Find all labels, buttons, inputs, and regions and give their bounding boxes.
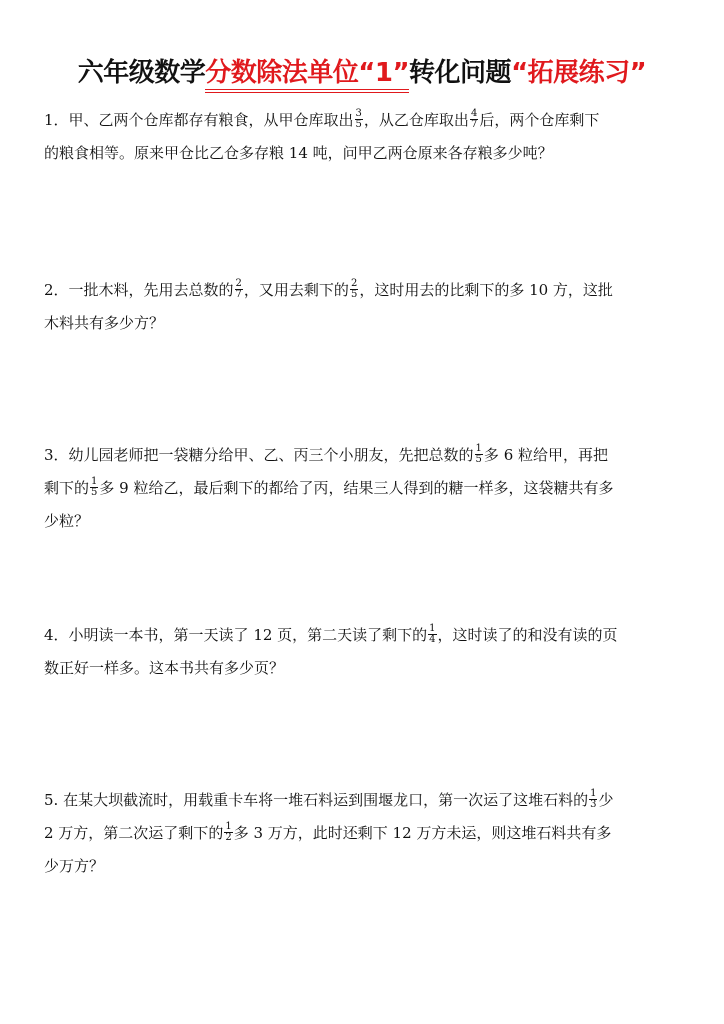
fraction-denominator: 7	[235, 288, 242, 300]
question-text: 木料共有多少方？	[44, 314, 165, 332]
question-line	[44, 784, 684, 817]
title-part-3: 转化问题	[409, 58, 512, 88]
question-text: 少粒？	[44, 512, 90, 530]
title-part-2: 分数除法单位“1”	[205, 58, 409, 93]
question-line	[44, 850, 684, 883]
fraction-denominator: 3	[590, 798, 597, 810]
question-4	[44, 619, 684, 685]
question-line	[44, 104, 684, 137]
question-text: ，这时读了的和没有读的页	[437, 626, 618, 644]
question-text: 4．小明读一本书，第一天读了 12 页，第二天读了剩下的	[44, 626, 428, 644]
question-text: ，这时用去的比剩下的多 10 方，这批	[359, 281, 613, 299]
fraction-numerator: 4	[470, 107, 478, 119]
question-text: 1．甲、乙两个仓库都存有粮食，从甲仓库取出	[44, 111, 354, 129]
fraction	[428, 624, 436, 645]
fraction-numerator: 1	[590, 787, 597, 799]
fraction	[235, 279, 243, 300]
fraction-numerator: 3	[355, 107, 362, 119]
question-text: 3．幼儿园老师把一袋糖分给甲、乙、丙三个小朋友，先把总数的	[44, 446, 474, 464]
fraction-denominator: 5	[355, 118, 362, 130]
question-line	[44, 137, 684, 170]
fraction-numerator: 1	[225, 820, 232, 832]
fraction-denominator: 2	[225, 831, 232, 843]
question-line	[44, 505, 684, 538]
question-line	[44, 307, 684, 340]
question-text: ，又用去剩下的	[243, 281, 349, 299]
fraction-denominator: 5	[475, 453, 482, 465]
question-text: 多 6 粒给甲，再把	[483, 446, 609, 464]
question-text: ，从乙仓库取出	[363, 111, 469, 129]
question-text: 数正好一样多。这本书共有多少页？	[44, 659, 285, 677]
question-line	[44, 274, 684, 307]
question-text: 多 9 粒给乙，最后剩下的都给了丙，结果三人得到的糖一样多，这袋糖共有多	[99, 479, 614, 497]
fraction-numerator: 1	[429, 622, 436, 634]
fraction-numerator: 1	[475, 442, 482, 454]
question-5	[44, 784, 684, 883]
question-line	[44, 619, 684, 652]
question-text: 少	[598, 791, 614, 809]
question-line	[44, 817, 684, 850]
fraction	[475, 444, 483, 465]
fraction	[589, 789, 597, 810]
fraction-denominator: 4	[429, 633, 436, 645]
fraction-denominator: 7	[470, 118, 478, 130]
fraction	[350, 279, 358, 300]
question-1	[44, 104, 684, 170]
question-3	[44, 439, 684, 538]
title-part-4: “拓展练习”	[511, 58, 647, 88]
fraction-denominator: 5	[91, 486, 98, 498]
title-part-1: 六年级数学	[77, 58, 206, 88]
question-line	[44, 439, 684, 472]
question-text: 5. 在某大坝截流时，用载重卡车将一堆石料运到围堰龙口，第一次运了这堆石料的	[44, 791, 589, 809]
page-title	[0, 52, 724, 89]
question-line	[44, 472, 684, 505]
question-text: 2．一批木料，先用去总数的	[44, 281, 234, 299]
fraction	[90, 477, 98, 498]
question-text: 的粮食相等。原来甲仓比乙仓多存粮 14 吨，问甲乙两仓原来各存粮多少吨？	[44, 144, 553, 162]
question-text: 多 3 万方，此时还剩下 12 万方未运，则这堆石料共有多	[233, 824, 612, 842]
fraction-numerator: 2	[350, 277, 358, 289]
fraction-numerator: 1	[91, 475, 98, 487]
fraction-numerator: 2	[235, 277, 242, 289]
fraction-denominator: 5	[350, 288, 358, 300]
question-text: 后，两个仓库剩下	[479, 111, 600, 129]
question-line	[44, 652, 684, 685]
fraction	[470, 109, 478, 130]
question-2	[44, 274, 684, 340]
question-text: 2 万方，第二次运了剩下的	[44, 824, 224, 842]
question-text: 少万方？	[44, 857, 105, 875]
question-text: 剩下的	[44, 479, 90, 497]
fraction	[224, 822, 232, 843]
fraction	[355, 109, 363, 130]
